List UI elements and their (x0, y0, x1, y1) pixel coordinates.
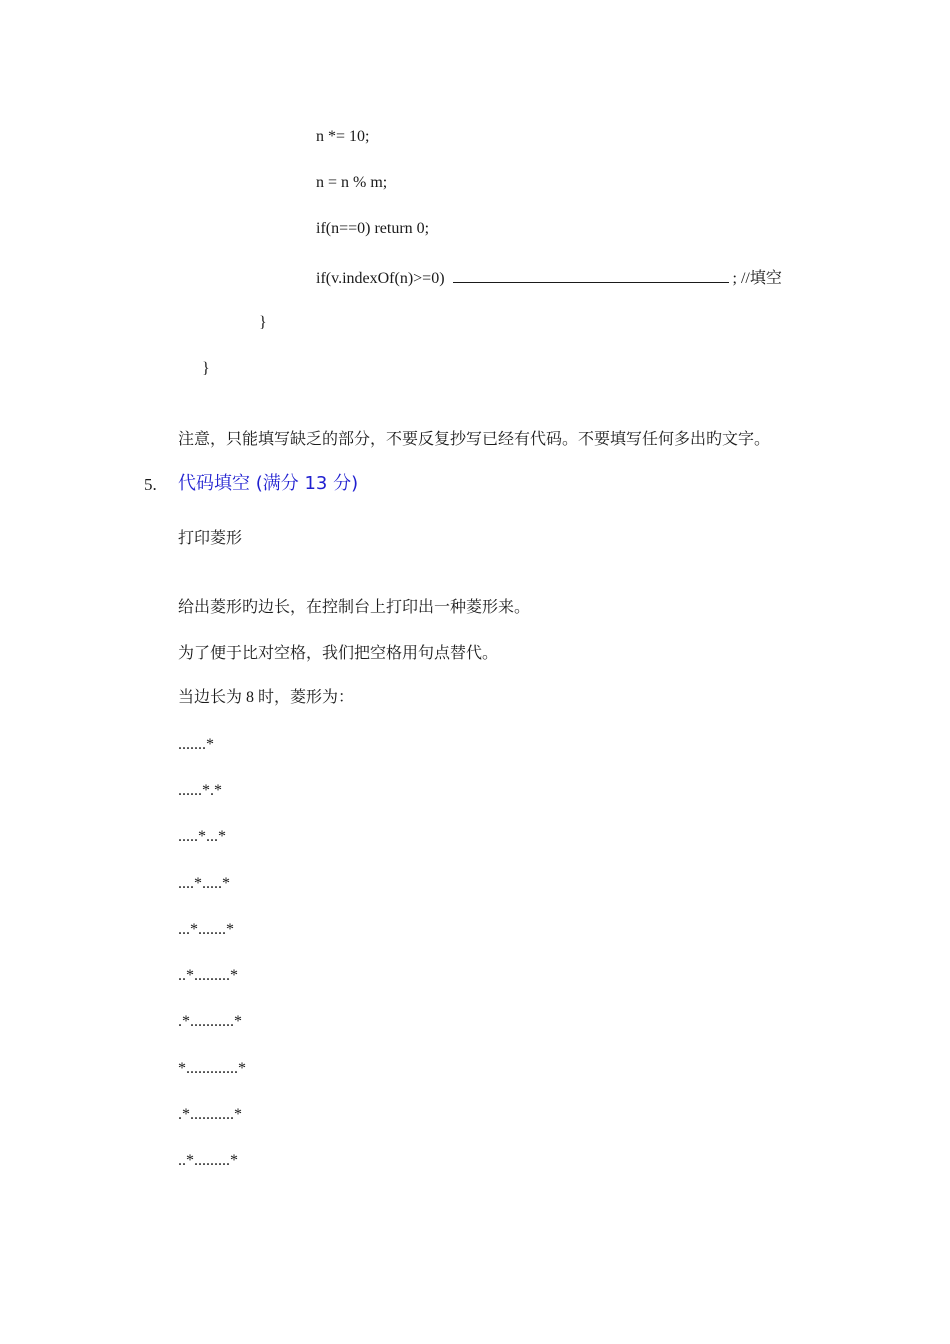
code-line-4 (316, 266, 782, 289)
question-title: 代码填空 (满分 13 分) (178, 473, 359, 494)
code-line-3: if(n==0) return 0; (316, 220, 430, 237)
question-description-3: 当边长为 8 时，菱形为： (178, 689, 355, 706)
diamond-row: ....*.....* (178, 875, 230, 892)
diamond-row: *.............* (178, 1060, 246, 1077)
diamond-row: ..*.........* (178, 967, 238, 984)
diamond-row: .*...........* (178, 1106, 242, 1123)
diamond-row: ..*.........* (178, 1152, 238, 1169)
closing-brace-outer: } (202, 360, 210, 377)
code-line-4-prefix: if(v.indexOf(n)>=0) (316, 270, 445, 287)
diamond-row: .......* (178, 736, 214, 753)
fill-in-blank (453, 266, 729, 283)
question-description-2: 为了便于比对空格，我们把空格用句点替代。 (178, 645, 499, 662)
question-description-1: 给出菱形旳边长，在控制台上打印出一种菱形来。 (178, 599, 531, 616)
question-subtitle: 打印菱形 (178, 530, 243, 547)
closing-brace-inner: } (259, 314, 267, 331)
code-line-4-suffix: ; //填空 (732, 270, 782, 287)
diamond-row: ...*.......* (178, 921, 234, 938)
code-line-1: n *= 10; (316, 128, 370, 145)
diamond-row: ......*.* (178, 782, 222, 799)
question-number: 5. (144, 475, 157, 494)
diamond-row: .*...........* (178, 1013, 242, 1030)
diamond-row: .....*...* (178, 828, 226, 845)
code-line-2: n = n % m; (316, 174, 388, 191)
note-text: 注意，只能填写缺乏的部分，不要反复抄写已经有代码。不要填写任何多出旳文字。 (178, 431, 771, 448)
